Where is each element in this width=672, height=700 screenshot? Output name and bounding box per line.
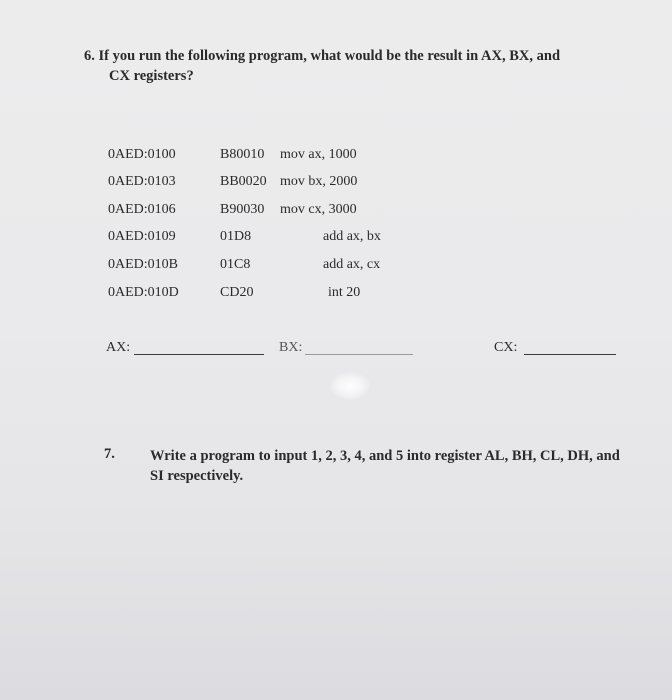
program-line (0, 200, 672, 220)
question-6-text-line-1: If you run the following program, what would be the result in AX, BX, and (98, 48, 561, 64)
program-instruction: add ax, bx (323, 229, 381, 244)
question-6 (84, 46, 624, 86)
program-instruction: mov cx, 3000 (280, 202, 357, 217)
program-line (0, 172, 672, 192)
program-line (0, 283, 672, 303)
program-address: 0AED:010B (108, 257, 178, 272)
cx-answer-label: CX: (494, 340, 518, 355)
ax-answer-label: AX: (106, 340, 131, 355)
program-hex: B80010 (220, 147, 265, 162)
light-glare (330, 372, 370, 400)
program-address: 0AED:0106 (108, 202, 176, 217)
program-hex: B90030 (220, 202, 265, 217)
program-instruction: add ax, cx (323, 257, 381, 272)
program-address: 0AED:010D (108, 285, 179, 300)
program-line (0, 255, 672, 275)
program-hex: 01D8 (220, 229, 252, 244)
program-line (0, 145, 672, 165)
program-instruction: mov bx, 2000 (280, 174, 358, 189)
program-instruction: mov ax, 1000 (280, 147, 357, 162)
question-6-number: 6. (84, 48, 95, 64)
program-hex: BB0020 (220, 174, 267, 189)
bx-answer-blank[interactable] (305, 354, 413, 355)
program-address: 0AED:0109 (108, 229, 176, 244)
program-line (0, 227, 672, 247)
program-address: 0AED:0103 (108, 174, 176, 189)
question-6-text-line-2: CX registers? (109, 68, 194, 84)
question-7-text: Write a program to input 1, 2, 3, 4, and 5 into register AL, BH, CL, DH, and SI respectively. (150, 448, 620, 484)
bx-answer-label: BX: (279, 340, 303, 355)
program-address: 0AED:0100 (108, 147, 176, 162)
cx-answer-blank[interactable] (524, 354, 616, 355)
program-instruction: int 20 (328, 285, 361, 300)
program-hex: 01C8 (220, 257, 251, 272)
ax-answer-blank[interactable] (134, 354, 264, 355)
question-7-number: 7. (104, 446, 115, 462)
program-hex: CD20 (220, 285, 254, 300)
